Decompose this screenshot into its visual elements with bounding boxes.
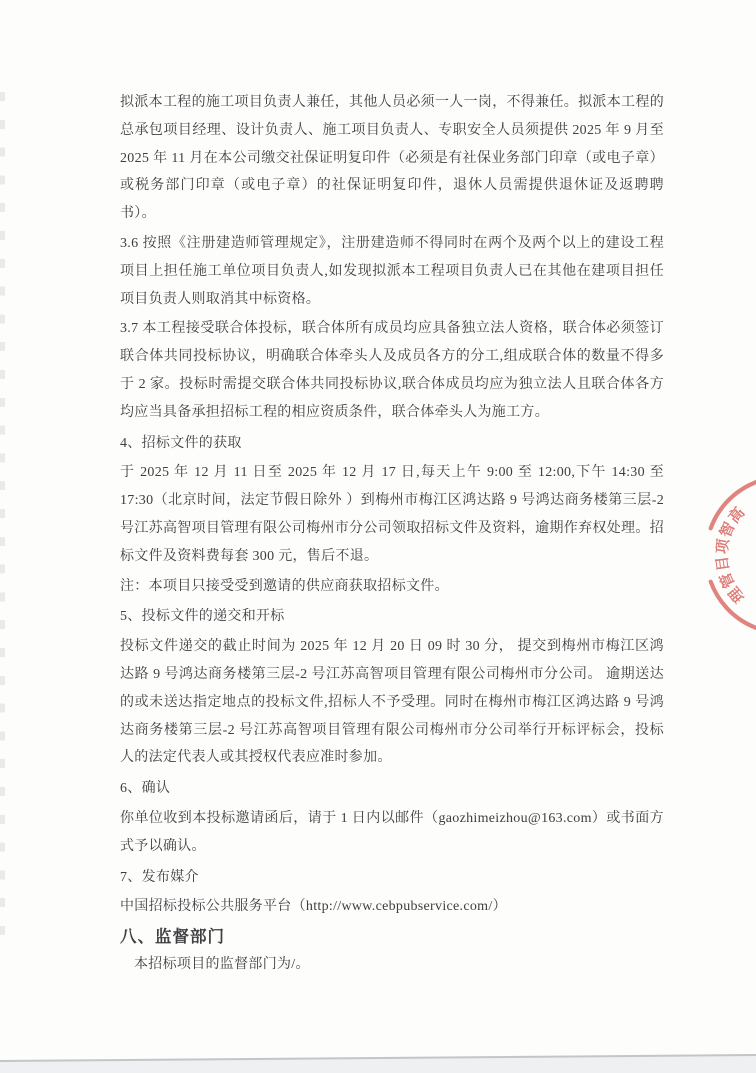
seal-character: 目 [714,554,733,573]
heading-6-confirmation: 6、确认 [120,781,171,797]
seal-character: 项 [714,537,733,556]
paragraph-4-acquisition-details: 于 2025 年 12 月 11 日至 2025 年 12 月 17 日,每天上午 9:00 至 12:00,下午 14:30 至 17:30（北京时间，法定节假日除外 ）到梅州市梅江区鸿达路 9 号鸿达商务楼第三层-2 号江苏高智项目管理有限公司梅州市分公司领取招标文件及资料，逾期作弃权处理。招标文件及资料费每套 300 元，售后不退。 [120,465,664,564]
seal-character: 高 [726,504,749,527]
paragraph-3-7-consortium-bidding: 3.7 本工程接受联合体投标，联合体所有成员均应具备独立法人资格，联合体必须签订联合体共同投标协议，明确联合体牵头人及成员各方的分工,组成联合体的数量不得多于 2 家。投标时需提交联合体共同投标协议,联合体成员均应为独立法人且联合体各方均应当具备承担招标工程的相应资质条件，联合体牵头人为施工方。 [120,321,664,420]
paragraph-personnel-social-security: 拟派本工程的施工项目负责人兼任，其他人员必须一人一岗，不得兼任。拟派本工程的总承包项目经理、设计负责人、施工项目负责人、专职安全人员须提供 2025 年 9 月至 2025 年 11 月在本公司缴交社保证明复印件（必须是有社保业务部门印章（或电子章）或税务部门印章（或电子章）的社保证明复印件，退休人员需提供退休证及返聘聘书）。 [120,95,664,222]
seal-arc-top [711,478,756,528]
seal-character: 管 [717,569,739,590]
heading-5-submission-and-opening: 5、投标文件的递交和开标 [120,609,285,625]
page-bottom-edge [0,1054,756,1073]
heading-4-document-acquisition: 4、招标文件的获取 [120,435,242,451]
document-body [120,89,664,981]
paragraph-7-media-platform: 中国招标投标公共服务平台（http://www.cebpubservice.com/） [120,899,507,915]
scan-noise [0,92,5,952]
note-invited-suppliers-only: 注：本项目只接受受到邀请的供应商获取招标文件。 [120,578,449,594]
paragraph-8-supervision-details: 本招标项目的监督部门为/。 [134,956,310,972]
seal-character: 智 [717,520,739,541]
seal-character: 理 [726,583,749,606]
red-seal-stamp [704,478,756,636]
paragraph-6-confirmation-details: 你单位收到本投标邀请函后，请于 1 日内以邮件（gaozhimeizhou@163.com）或书面方式予以确认。 [120,810,664,854]
heading-7-publishing-media: 7、发布媒介 [120,869,199,885]
seal-arc-bottom [711,582,756,633]
paragraph-3-6-registered-constructor: 3.6 按照《注册建造师管理规定》，注册建造师不得同时在两个及两个以上的建设工程项目上担任施工单位项目负责人,如发现拟派本工程项目负责人已在其他在建项目担任项目负责人则取消其中标资格。 [120,235,664,307]
paragraph-5-submission-details: 投标文件递交的截止时间为 2025 年 12 月 20 日 09 时 30 分， 提交到梅州市梅江区鸿达路 9 号鸿达商务楼第三层-2 号江苏高智项目管理有限公司梅州市分公司。 逾期送达的或未送达指定地点的投标文件,招标人不予受理。同时在梅州市梅江区鸿达路 9 号鸿达商务楼第三层-2 号江苏高智项目管理有限公司梅州市分公司举行开标评标会，投标人的法定代表人或其授权代表应准时参加。 [120,639,664,766]
heading-8-supervision-department: 八、监督部门 [120,927,225,947]
